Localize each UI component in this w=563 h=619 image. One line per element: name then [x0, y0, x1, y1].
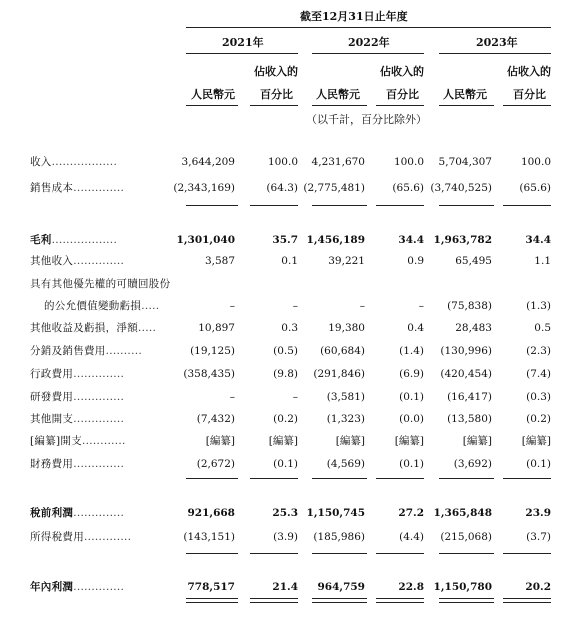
pct-header-top-2022: 佔收入的: [380, 65, 424, 78]
cell-value: (60,684): [320, 345, 365, 357]
row-label-leader-dots: ..............: [73, 581, 125, 593]
row-label-leader-dots: ..............: [73, 507, 125, 519]
row-label: [30, 409, 124, 429]
subheader-rule-2022-pct: [376, 105, 424, 106]
rmb-header-2021: 人民幣元: [191, 88, 235, 101]
table-row: [0, 274, 563, 294]
year-header-2022: 2022年: [348, 36, 390, 49]
year-rule-2021: [186, 53, 298, 54]
row-label-text: 財務費用: [30, 458, 74, 470]
cell-value: 39,221: [328, 255, 365, 267]
unit-note: （以千計，百分比除外）: [306, 113, 427, 126]
cell-value: 1,456,189: [306, 234, 365, 246]
cell-value: 0.5: [534, 322, 551, 334]
cell-value: (0.1): [526, 458, 551, 470]
rule-after-cost: [250, 205, 298, 206]
cell-value: –: [418, 300, 424, 312]
pct-header-bottom-2021: 百分比: [260, 88, 293, 101]
table-row: [0, 296, 563, 316]
row-label-leader-dots: ..............: [73, 391, 125, 403]
pct-header-top-2023: 佔收入的: [507, 65, 551, 78]
rule-after-cost: [439, 205, 494, 206]
table-row: [0, 230, 563, 250]
rule-after-cost: [503, 205, 551, 206]
cell-value: (7,432): [196, 413, 235, 425]
table-row: [0, 178, 563, 198]
cell-value: (3,740,525): [430, 182, 492, 194]
cell-value: 10,897: [198, 322, 235, 334]
cell-value: (64.3): [266, 182, 298, 194]
table-row: [0, 364, 563, 384]
cell-value: (358,435): [183, 368, 235, 380]
row-label-text: 其他開支: [30, 413, 74, 425]
row-label-text: 研發費用: [30, 391, 74, 403]
row-label-leader-dots: .....: [141, 300, 160, 312]
row-label-leader-dots: ..................: [51, 234, 118, 246]
cell-value: 964,759: [317, 581, 365, 593]
cell-value: (0.1): [399, 458, 424, 470]
rule-after-tax: [250, 553, 298, 554]
cell-value: 34.4: [525, 234, 551, 246]
cell-value: 0.1: [281, 255, 298, 267]
row-label: [30, 318, 156, 338]
cell-value: (1.3): [526, 300, 551, 312]
subheader-rule-2022-rmb: [312, 105, 367, 106]
cell-value: (75,838): [447, 300, 492, 312]
cell-value: [編纂]: [521, 435, 551, 447]
double-rule-total: [250, 598, 298, 603]
cell-value: 3,644,209: [181, 156, 235, 168]
table-row: [0, 341, 563, 361]
cell-value: (130,996): [440, 345, 492, 357]
cell-value: [編纂]: [205, 435, 235, 447]
row-label: [30, 431, 126, 451]
row-label: [30, 527, 131, 547]
cell-value: –: [229, 300, 235, 312]
cell-value: (9.8): [273, 368, 298, 380]
row-label-text: 分銷及銷售費用: [30, 345, 106, 357]
row-label: [30, 251, 124, 271]
cell-value: (0.0): [399, 413, 424, 425]
period-rule: [186, 27, 551, 28]
cell-value: 1,150,780: [433, 581, 492, 593]
subheader-rule-2021-pct: [250, 105, 298, 106]
cell-value: 34.4: [398, 234, 424, 246]
year-header-2021: 2021年: [222, 36, 264, 49]
cell-value: (2,775,481): [303, 182, 365, 194]
cell-value: (2,672): [196, 458, 235, 470]
row-label: [30, 152, 117, 172]
row-label: [30, 274, 170, 294]
table-row: [0, 387, 563, 407]
cell-value: (3.7): [526, 531, 551, 543]
cell-value: 23.9: [525, 507, 551, 519]
rule-after-finance: [186, 478, 238, 479]
rule-after-cost: [312, 205, 367, 206]
row-label: [30, 364, 124, 384]
cell-value: 28,483: [455, 322, 492, 334]
cell-value: –: [359, 300, 365, 312]
cell-value: 25.3: [272, 507, 298, 519]
subheader-rule-2021-rmb: [186, 105, 238, 106]
cell-value: 22.8: [398, 581, 424, 593]
row-label: [30, 503, 124, 523]
cell-value: (65.6): [392, 182, 424, 194]
cell-value: (2.3): [526, 345, 551, 357]
cell-value: 100.0: [520, 156, 551, 168]
rule-after-finance: [312, 478, 367, 479]
table-row: [0, 577, 563, 597]
cell-value: (7.4): [526, 368, 551, 380]
cell-value: [編纂]: [394, 435, 424, 447]
double-rule-total: [439, 598, 494, 603]
cell-value: 0.3: [281, 322, 298, 334]
cell-value: (1.4): [399, 345, 424, 357]
cell-value: (215,068): [440, 531, 492, 543]
cell-value: (16,417): [447, 391, 492, 403]
double-rule-total: [186, 598, 238, 603]
table-row: [0, 503, 563, 523]
cell-value: (143,151): [183, 531, 235, 543]
cell-value: –: [292, 300, 298, 312]
rule-after-cost: [186, 205, 238, 206]
row-label-leader-dots: ..................: [51, 156, 118, 168]
row-label-text: 行政費用: [30, 368, 74, 380]
cell-value: (3.9): [273, 531, 298, 543]
cell-value: 65,495: [455, 255, 492, 267]
cell-value: 4,231,670: [311, 156, 365, 168]
cell-value: 5,704,307: [438, 156, 492, 168]
cell-value: (185,986): [313, 531, 365, 543]
cell-value: –: [292, 391, 298, 403]
double-rule-total: [376, 598, 424, 603]
cell-value: 0.9: [407, 255, 424, 267]
cell-value: (3,581): [326, 391, 365, 403]
rule-after-tax: [439, 553, 494, 554]
cell-value: 1,365,848: [433, 507, 492, 519]
table-row: [0, 454, 563, 474]
cell-value: (6.9): [399, 368, 424, 380]
rule-after-finance: [503, 478, 551, 479]
cell-value: (65.6): [519, 182, 551, 194]
cell-value: (0.1): [399, 391, 424, 403]
cell-value: (0.2): [526, 413, 551, 425]
cell-value: [編纂]: [335, 435, 365, 447]
table-row: [0, 251, 563, 271]
rule-after-finance: [250, 478, 298, 479]
row-label: [44, 296, 159, 316]
pct-header-top-2021: 佔收入的: [254, 65, 298, 78]
cell-value: (1,323): [326, 413, 365, 425]
row-label-leader-dots: ............: [82, 435, 126, 447]
rule-after-tax: [186, 553, 238, 554]
cell-value: 778,517: [187, 581, 235, 593]
row-label: [30, 341, 142, 361]
cell-value: 1.1: [534, 255, 551, 267]
cell-value: –: [229, 391, 235, 403]
row-label-text: 收入: [30, 156, 52, 168]
row-label-text: 具有其他優先權的可贖回股份: [30, 278, 171, 290]
row-label-text: 銷售成本: [30, 182, 74, 194]
table-row: [0, 409, 563, 429]
cell-value: 1,301,040: [176, 234, 235, 246]
cell-value: 21.4: [272, 581, 298, 593]
row-label: [30, 577, 124, 597]
row-label: [30, 454, 124, 474]
row-label-leader-dots: .............: [84, 531, 132, 543]
cell-value: (0.3): [526, 391, 551, 403]
rule-after-finance: [376, 478, 424, 479]
cell-value: 921,668: [187, 507, 235, 519]
cell-value: (420,454): [440, 368, 492, 380]
double-rule-total: [503, 598, 551, 603]
cell-value: [編纂]: [268, 435, 298, 447]
row-label: [30, 178, 124, 198]
row-label-text: 其他收益及虧損，淨額: [30, 322, 138, 334]
year-rule-2023: [439, 53, 551, 54]
row-label-text: 所得稅費用: [30, 531, 84, 543]
cell-value: (0.1): [273, 458, 298, 470]
table-row: [0, 152, 563, 172]
rule-after-finance: [439, 478, 494, 479]
row-label-text: 的公允價值變動虧損: [44, 300, 142, 312]
table-row: [0, 527, 563, 547]
pct-header-bottom-2022: 百分比: [386, 88, 419, 101]
year-rule-2022: [312, 53, 424, 54]
row-label-leader-dots: ..............: [73, 255, 125, 267]
subheader-rule-2023-pct: [503, 105, 551, 106]
cell-value: 35.7: [272, 234, 298, 246]
row-label-text: 稅前利潤: [30, 507, 74, 519]
year-header-2023: 2023年: [476, 36, 518, 49]
cell-value: (4.4): [399, 531, 424, 543]
cell-value: 1,150,745: [306, 507, 365, 519]
table-row: [0, 318, 563, 338]
row-label: [30, 230, 117, 250]
row-label-leader-dots: ..............: [73, 413, 125, 425]
cell-value: 100.0: [393, 156, 424, 168]
row-label-leader-dots: ..............: [73, 458, 125, 470]
row-label-leader-dots: ..............: [73, 368, 125, 380]
rmb-header-2022: 人民幣元: [316, 88, 360, 101]
row-label: [30, 387, 124, 407]
cell-value: 0.4: [407, 322, 424, 334]
cell-value: (13,580): [447, 413, 492, 425]
cell-value: (291,846): [313, 368, 365, 380]
rule-after-tax: [376, 553, 424, 554]
table-row: [0, 431, 563, 451]
cell-value: (19,125): [190, 345, 235, 357]
cell-value: 19,380: [328, 322, 365, 334]
double-rule-total: [312, 598, 367, 603]
rule-after-tax: [503, 553, 551, 554]
rule-after-cost: [376, 205, 424, 206]
row-label-text: 毛利: [30, 234, 52, 246]
pct-header-bottom-2023: 百分比: [513, 88, 546, 101]
cell-value: [編纂]: [462, 435, 492, 447]
cell-value: 1,963,782: [433, 234, 492, 246]
cell-value: 27.2: [398, 507, 424, 519]
rule-after-tax: [312, 553, 367, 554]
cell-value: (4,569): [326, 458, 365, 470]
cell-value: (0.5): [273, 345, 298, 357]
cell-value: 3,587: [204, 255, 235, 267]
row-label-text: 其他收入: [30, 255, 74, 267]
subheader-rule-2023-rmb: [439, 105, 494, 106]
rmb-header-2023: 人民幣元: [443, 88, 487, 101]
row-label-leader-dots: ..........: [105, 345, 142, 357]
row-label-text: 年內利潤: [30, 581, 74, 593]
cell-value: 20.2: [525, 581, 551, 593]
cell-value: 100.0: [267, 156, 298, 168]
cell-value: (3,692): [453, 458, 492, 470]
period-header: 截至12月31日止年度: [300, 10, 408, 23]
cell-value: (2,343,169): [173, 182, 235, 194]
cell-value: (0.2): [273, 413, 298, 425]
row-label-text: [編纂]開支: [30, 435, 82, 447]
row-label-leader-dots: ..............: [73, 182, 125, 194]
row-label-leader-dots: .....: [138, 322, 157, 334]
